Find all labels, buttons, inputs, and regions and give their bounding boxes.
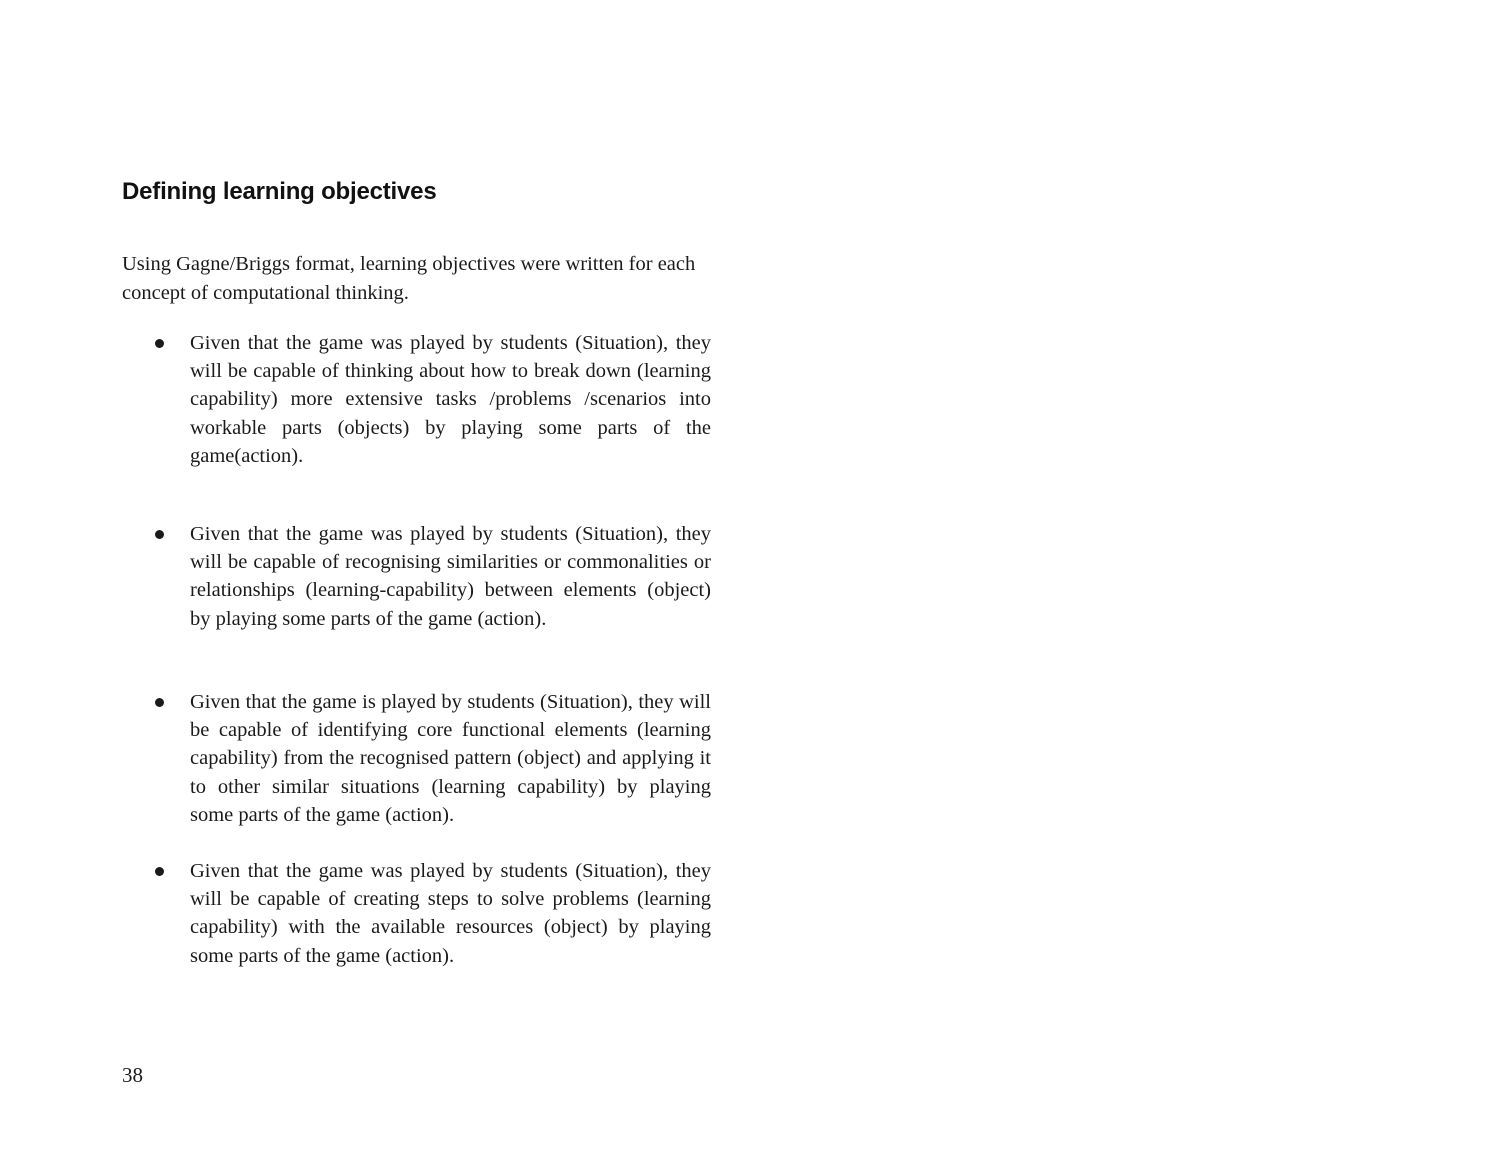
objective-text: Given that the game was played by students (Situation), they will be capable of creating steps to solve problems (learning capability) with the available resources (object) by playing some parts of the game (action). — [190, 860, 711, 967]
objective-text: Given that the game was played by students (Situation), they will be capable of recognising similarities or commonalities or relationships (learning-capability) between elements (object) by playing some parts of the game (action). — [190, 523, 711, 630]
section-heading: Defining learning objectives — [122, 178, 437, 205]
page-number: 38 — [122, 1063, 143, 1087]
bullet-icon — [155, 698, 164, 707]
objective-text: Given that the game is played by students (Situation), they will be capable of identifying core functional elements (learning capability) from the recognised pattern (object) and applying it to other similar situations (learning capability) by playing some parts of the game (action). — [190, 691, 711, 826]
bullet-icon — [155, 339, 164, 348]
intro-paragraph: Using Gagne/Briggs format, learning objectives were written for each concept of computational thinking. — [122, 253, 696, 304]
objective-text: Given that the game was played by students (Situation), they will be capable of thinking about how to break down (learning capability) more extensive tasks /problems /scenarios into workable parts (objects) by playing some parts of the game(action). — [190, 332, 711, 467]
bullet-icon — [155, 530, 164, 539]
bullet-icon — [155, 867, 164, 876]
